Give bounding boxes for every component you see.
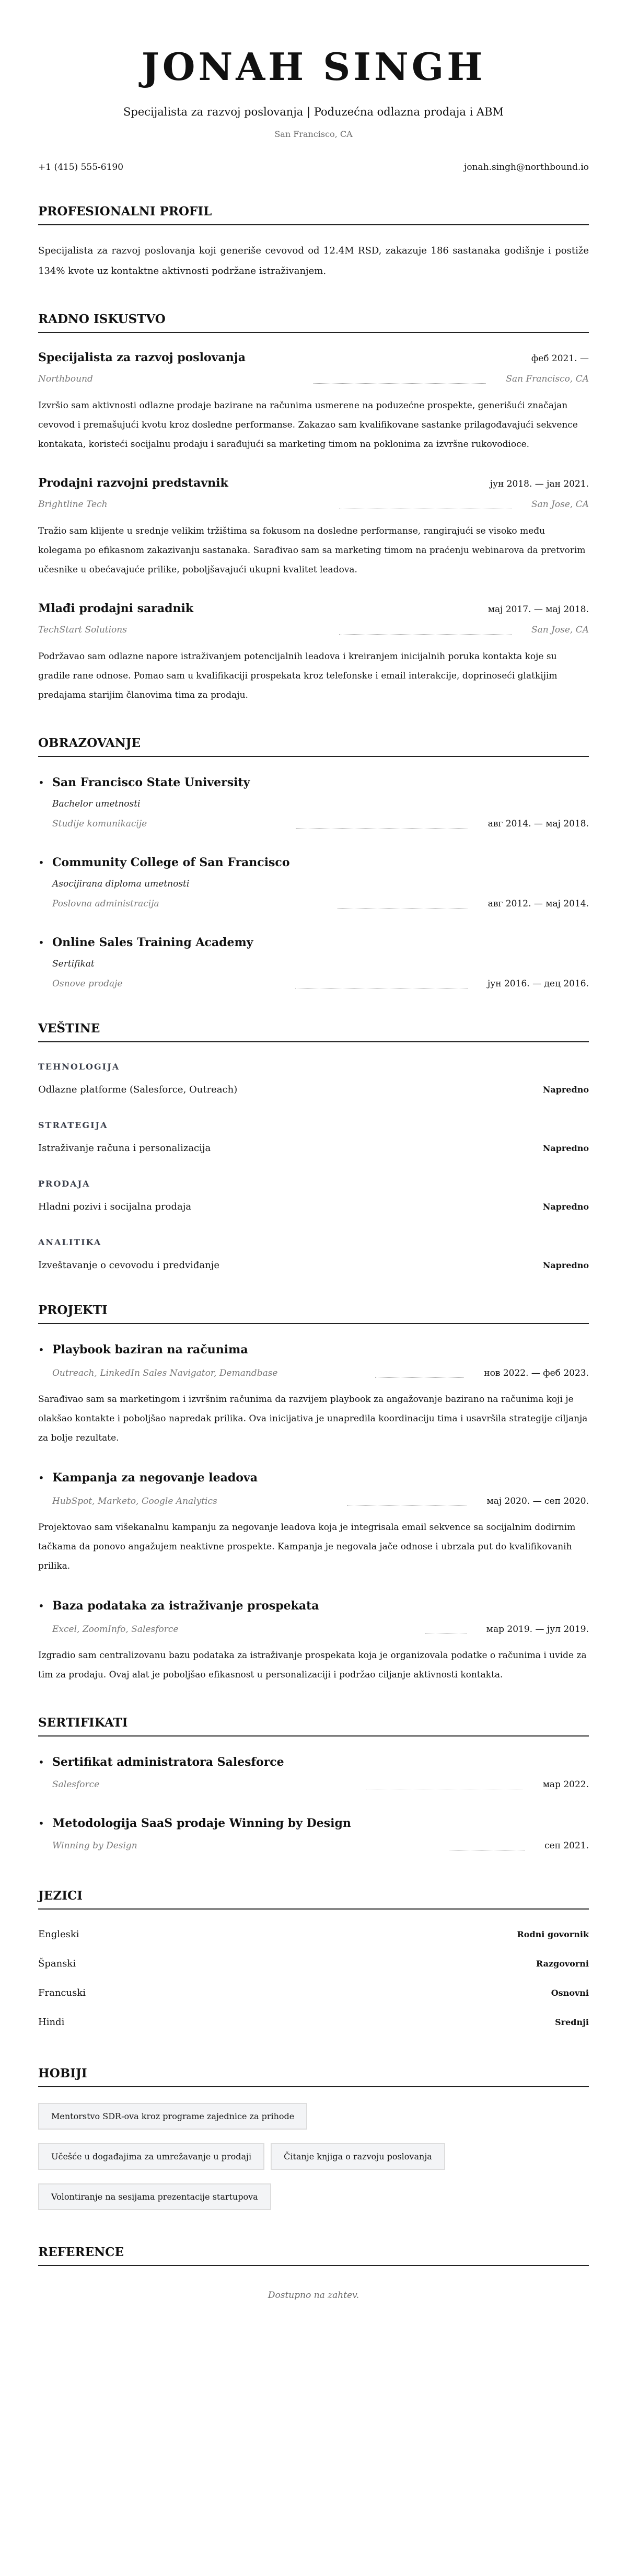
certificate-date: мар 2022.: [542, 1779, 589, 1790]
experience-section: [38, 312, 589, 705]
certificates-section: [38, 1715, 589, 1853]
section-heading: PROJEKTI: [38, 1303, 589, 1324]
skill-category: STRATEGIJA: [38, 1120, 108, 1130]
job-description: Podržavao sam odlazne napore istraživanjem potencijalnih leadova i kreiranjem inicijalnih poruka kontakta koje su gradile rane odnose. Pomao sam u kvalifikaciji prospekata kroz telefonske i email interakcije, doprinoseći glatkijim predajama starijim članovima tima za prodaju.: [38, 651, 558, 700]
language-level: Razgovorni: [536, 1959, 589, 1969]
hobby-tags: [38, 2103, 589, 2210]
field-of-study: Osnove prodaje: [52, 979, 123, 989]
job-entry: [38, 475, 589, 580]
language-level: Srednji: [555, 2017, 589, 2027]
references-note: Dostupno na zahtev.: [268, 2290, 359, 2301]
certificate-title: Metodologija SaaS prodaje Winning by Design: [52, 1816, 351, 1830]
phone-number: +1 (415) 555-6190: [38, 162, 124, 172]
skill-category: ANALITIKA: [38, 1237, 102, 1247]
project-description: Sarađivao sam sa marketingom i izvršnim računima da razvijem playbook za angažovanje bazirano na računima koji je olakšao kontakte i poboljšao napredak prilika. Ova inicijativa je unapredila koordinaciju tima i usavršila strategije ciljanja za bolje rezultate.: [38, 1394, 588, 1443]
skill-level: Napredno: [542, 1202, 589, 1212]
project-tech: HubSpot, Marketo, Google Analytics: [52, 1496, 217, 1506]
job-location: San Jose, CA: [531, 625, 589, 635]
language-level: Rodni govornik: [517, 1929, 589, 1939]
education-dates: јун 2016. — дец 2016.: [487, 979, 589, 989]
bullet-icon: •: [38, 936, 44, 949]
education-entry: [38, 855, 589, 911]
language-name: Francuski: [38, 1987, 86, 1998]
contact-row: [38, 161, 589, 174]
profile-summary: Specijalista za razvoj poslovanja koji generiše cevovod od 12.4M RSD, zakazuje 186 sastanaka godišnje i postiže 134% kvote uz kontaktne aktivnosti podržane istraživanjem.: [38, 245, 589, 277]
project-entry: [38, 1342, 589, 1448]
candidate-location: San Francisco, CA: [274, 129, 353, 139]
school-name: Community College of San Francisco: [52, 856, 290, 869]
hobby-tag: Čitanje knjiga o razvoju poslovanja: [271, 2143, 445, 2170]
languages-section: [38, 1888, 589, 2029]
skill-level: Napredno: [542, 1085, 589, 1095]
education-dates: авг 2014. — мај 2018.: [487, 819, 589, 829]
bullet-icon: •: [38, 1756, 44, 1768]
skill-row: [38, 1083, 589, 1097]
section-heading: VEŠTINE: [38, 1021, 589, 1042]
field-of-study: Poslovna administracija: [52, 899, 159, 909]
education-entry: [38, 935, 589, 991]
dotted-leader: [339, 634, 512, 635]
section-heading: JEZICI: [38, 1888, 589, 1910]
skill-row: [38, 1200, 589, 1214]
job-title: Specijalista za razvoj poslovanja: [38, 351, 246, 364]
job-description: Tražio sam klijente u srednje velikim tržištima sa fokusom na dosledne performanse, rangirajući se visoko među kolegama po efikasnom zakazivanju sastanaka. Sarađivao sam sa marketing timom na praćenju webinarova da pretvorim učesnike u obećavajuće prilike, poboljšavajući ukupni kvalitet leadova.: [38, 526, 586, 575]
education-entry: [38, 775, 589, 831]
language-name: Španski: [38, 1958, 76, 1969]
job-dates: јун 2018. — јан 2021.: [490, 479, 589, 489]
skill-category: PRODAJA: [38, 1179, 90, 1189]
job-location: San Francisco, CA: [506, 374, 589, 384]
job-entry: [38, 350, 589, 454]
job-dates: мај 2017. — мај 2018.: [487, 604, 589, 615]
bullet-icon: •: [38, 1600, 44, 1612]
job-title: Mlađi prodajni saradnik: [38, 602, 194, 615]
candidate-headline: Specijalista za razvoj poslovanja | Poduzećna odlazna prodaja i ABM: [123, 106, 504, 118]
project-title: Playbook baziran na računima: [52, 1343, 248, 1356]
bullet-icon: •: [38, 1471, 44, 1484]
resume-page: [0, 44, 627, 2333]
section-heading: PROFESIONALNI PROFIL: [38, 204, 589, 225]
project-dates: мар 2019. — јул 2019.: [486, 1624, 589, 1635]
project-dates: нов 2022. — феб 2023.: [484, 1368, 589, 1378]
certificate-date: сеп 2021.: [544, 1841, 589, 1851]
bullet-icon: •: [38, 1817, 44, 1830]
project-entry: [38, 1598, 589, 1685]
dotted-leader: [375, 1377, 464, 1378]
certificate-issuer: Salesforce: [52, 1779, 100, 1790]
language-row: [38, 2016, 589, 2029]
candidate-name: JONAH SINGH: [141, 44, 486, 89]
skill-name: Istraživanje računa i personalizacija: [38, 1143, 211, 1154]
education-section: [38, 735, 589, 991]
references-section: [38, 2245, 589, 2302]
education-dates: авг 2012. — мај 2014.: [487, 899, 589, 909]
project-dates: мај 2020. — сеп 2020.: [486, 1496, 589, 1506]
bullet-icon: •: [38, 776, 44, 789]
dotted-leader: [347, 1505, 467, 1506]
section-heading: REFERENCE: [38, 2245, 589, 2266]
certificate-title: Sertifikat administratora Salesforce: [52, 1755, 284, 1769]
project-title: Baza podataka za istraživanje prospekata: [52, 1599, 319, 1613]
skill-name: Odlazne platforme (Salesforce, Outreach): [38, 1084, 238, 1095]
hobbies-section: [38, 2066, 589, 2210]
job-entry: [38, 601, 589, 705]
section-heading: OBRAZOVANJE: [38, 735, 589, 757]
certificate-entry: [38, 1815, 589, 1853]
degree: Bachelor umetnosti: [52, 799, 141, 809]
project-entry: [38, 1470, 589, 1576]
skill-row: [38, 1142, 589, 1155]
language-row: [38, 1986, 589, 2000]
dotted-leader: [296, 828, 468, 829]
email-address: jonah.singh@northbound.io: [464, 162, 589, 172]
job-dates: феб 2021. —: [531, 353, 589, 364]
school-name: San Francisco State University: [52, 776, 250, 789]
project-tech: Outreach, LinkedIn Sales Navigator, Demandbase: [52, 1368, 278, 1378]
project-description: Izgradio sam centralizovanu bazu podataka za istraživanje prospekata koja je organizovala podatke o računima i uvide za tim za prodaju. Ovaj alat je poboljšao efikasnost u personalizaciji i podržao ciljanje aktivnosti kontakta.: [38, 1650, 587, 1680]
language-name: Engleski: [38, 1929, 79, 1940]
project-title: Kampanja za negovanje leadova: [52, 1471, 258, 1485]
bullet-icon: •: [38, 1343, 44, 1356]
job-title: Prodajni razvojni predstavnik: [38, 476, 228, 490]
skill-row: [38, 1259, 589, 1272]
certificate-entry: [38, 1754, 589, 1791]
skill-level: Napredno: [542, 1143, 589, 1153]
job-location: San Jose, CA: [531, 499, 589, 510]
language-row: [38, 1928, 589, 1941]
certificate-issuer: Winning by Design: [52, 1841, 137, 1851]
project-tech: Excel, ZoomInfo, Salesforce: [52, 1624, 179, 1635]
bullet-icon: •: [38, 856, 44, 869]
skill-level: Napredno: [542, 1260, 589, 1270]
projects-section: [38, 1303, 589, 1685]
language-name: Hindi: [38, 2017, 65, 2028]
skill-name: Izveštavanje o cevovodu i predviđanje: [38, 1260, 219, 1271]
company-name: TechStart Solutions: [38, 625, 127, 635]
degree: Asocijirana diploma umetnosti: [52, 879, 190, 889]
language-level: Osnovni: [551, 1988, 589, 1998]
resume-header: [38, 44, 589, 174]
skills-section: [38, 1021, 589, 1272]
section-heading: RADNO ISKUSTVO: [38, 312, 589, 333]
hobby-tag: Učešće u događajima za umrežavanje u prodaji: [38, 2143, 264, 2170]
profile-section: [38, 204, 589, 281]
hobby-tag: Volontiranje na sesijama prezentacije startupova: [38, 2183, 271, 2210]
dotted-leader: [314, 383, 486, 384]
job-description: Izvršio sam aktivnosti odlazne prodaje bazirane na računima usmerene na poduzećne prospekte, generišući značajan cevovod i premašujući kvotu kroz dosledne performanse. Zakazao sam kvalifikovane sastanke prilagođavajući sekvence kontakata, koristeći socijalnu prodaju i sarađujući sa marketing timom na poklonima za izvršne rukovodioce.: [38, 400, 578, 450]
language-row: [38, 1957, 589, 1971]
field-of-study: Studije komunikacije: [52, 819, 147, 829]
degree: Sertifikat: [52, 959, 95, 969]
company-name: Northbound: [38, 374, 93, 384]
skill-category: TEHNOLOGIJA: [38, 1062, 120, 1072]
hobby-tag: Mentorstvo SDR-ova kroz programe zajednice za prihode: [38, 2103, 307, 2130]
section-heading: HOBIJI: [38, 2066, 589, 2087]
skill-name: Hladni pozivi i socijalna prodaja: [38, 1201, 192, 1212]
school-name: Online Sales Training Academy: [52, 936, 253, 949]
company-name: Brightline Tech: [38, 499, 108, 510]
section-heading: SERTIFIKATI: [38, 1715, 589, 1736]
project-description: Projektovao sam višekanalnu kampanju za negovanje leadova koja je integrisala email sekvence sa socijalnim dodirnim tačkama da ponovo angažujem neaktivne prospekte. Kampanja je negovala jače odnose i ubrzala put do kvalifikovanih prilika.: [38, 1522, 576, 1571]
